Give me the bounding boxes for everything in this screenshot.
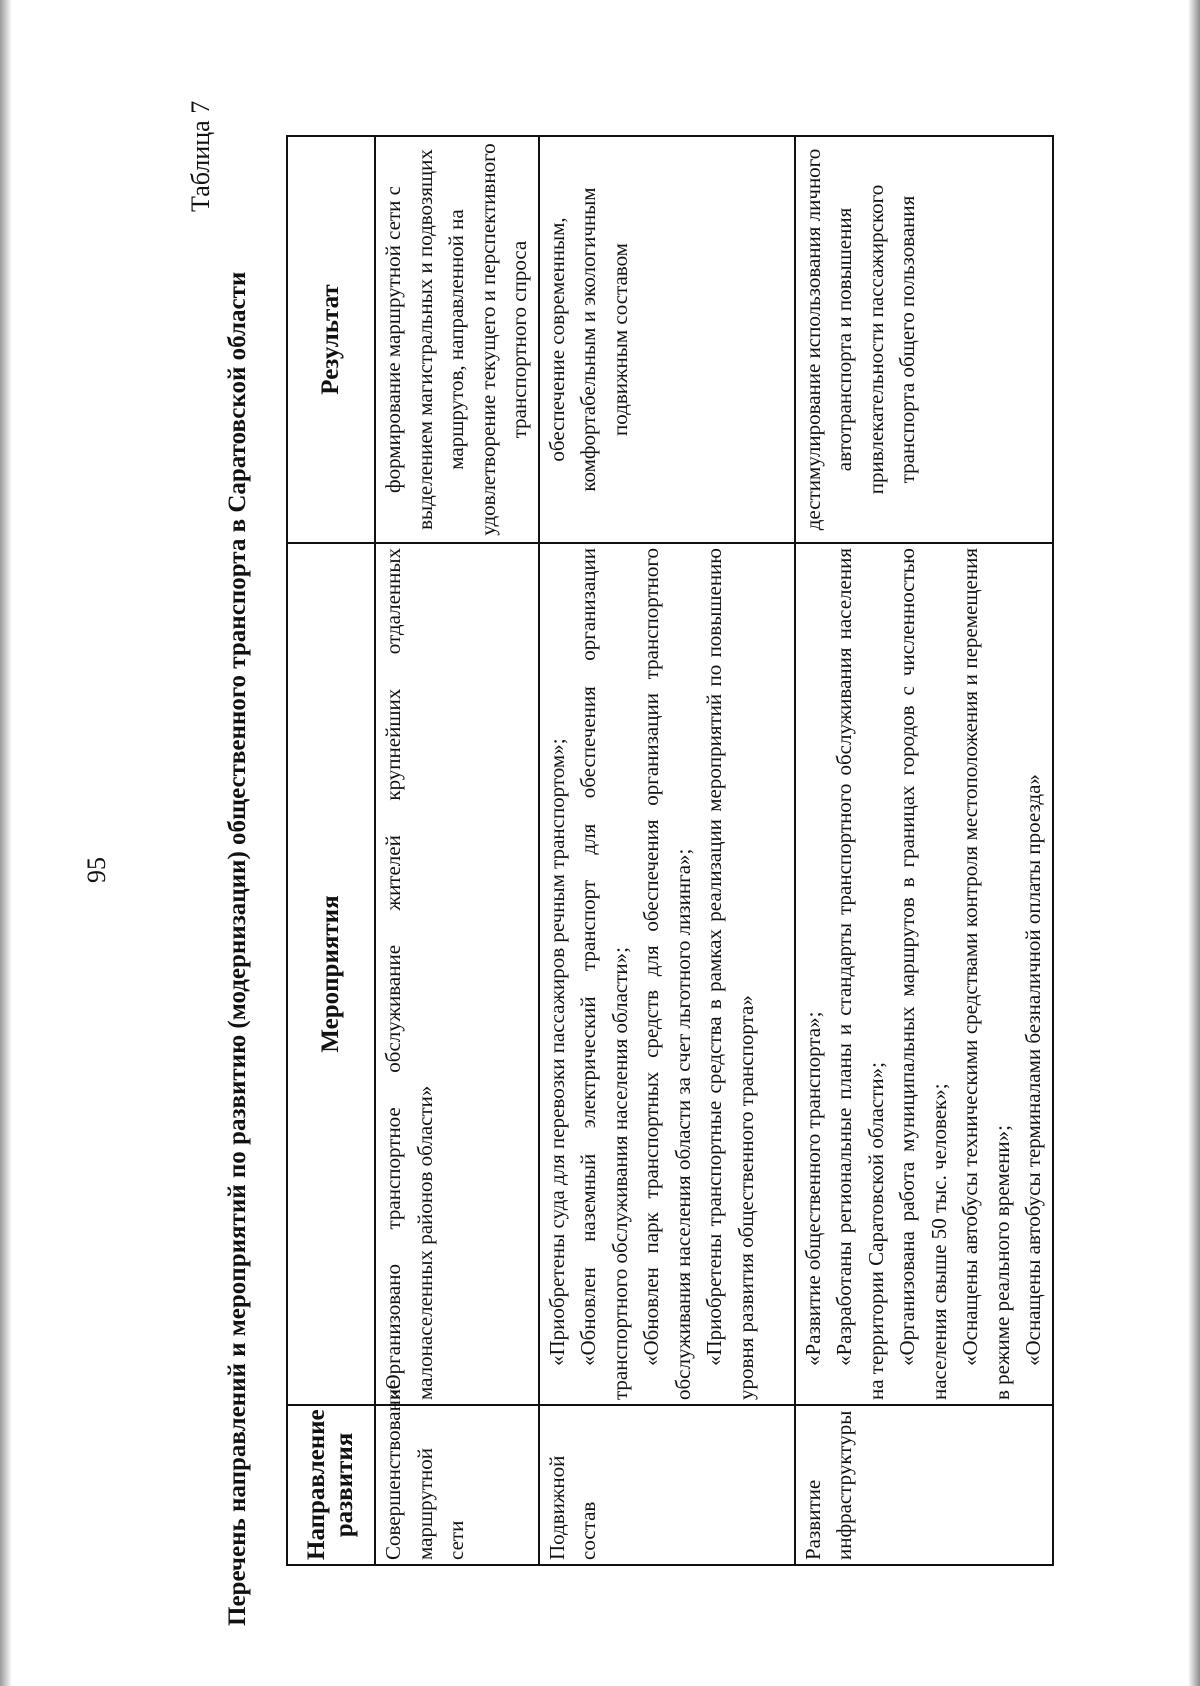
- measures-cell: [539, 543, 795, 1405]
- table-title: Перечень направлений и мероприятий по развитию (модернизации) общественного транспорта в Саратовской области: [224, 271, 251, 1626]
- measure-item: «Организовано транспортное обслуживание жителей крупнейших отдаленных малонаселенных районов области»: [381, 548, 437, 1400]
- table-label: Таблица 7: [186, 100, 215, 212]
- table-row: [375, 136, 539, 1565]
- result-cell: обеспечение современным, комфортабельным и экологичным подвижным составом: [539, 136, 795, 543]
- measure-item: «Обновлен наземный электрический транспорт для обеспечения организации транспортного обслуживания населения области»;: [576, 548, 632, 1400]
- measure-item: «Разработаны региональные планы и стандарты транспортного обслуживания населения на территории Саратовской области»;: [832, 548, 888, 1400]
- header-direction: Направление развития: [287, 1405, 375, 1565]
- measures-table: [286, 135, 1054, 1566]
- direction-cell: Подвижной состав: [539, 1405, 795, 1565]
- table-row: [795, 136, 1053, 1565]
- direction-cell: Развитие инфраструктуры: [795, 1405, 1053, 1565]
- header-measures: Мероприятия: [287, 543, 375, 1405]
- measure-item: «Оснащены автобусы техническими средствами контроля местоположения и перемещения в режиме реального времени»;: [958, 548, 1014, 1400]
- measure-item: «Приобретены суда для перевозки пассажиров речным транспортом»;: [544, 738, 569, 1366]
- measures-cell: [795, 543, 1053, 1405]
- direction-cell: Совершенствование маршрутной сети: [375, 1405, 539, 1565]
- measure-item: «Обновлен парк транспортных средств для обеспечения организации транспортного обслуживания населения области за счет льготного лизинга»;: [639, 548, 695, 1400]
- result-cell: формирование маршрутной сети с выделением магистральных и подвозящих маршрутов, направленной на удовлетворение текущего и перспективного транспортного спроса: [375, 136, 539, 543]
- measure-item: «Оснащены автобусы терминалами безналичной оплаты проезда»: [1021, 774, 1045, 1366]
- result-cell: дестимулирование использования личного автотранспорта и повышения привлекательности пассажирского транспорта общего пользования: [795, 136, 1053, 543]
- header-result: Результат: [287, 136, 375, 543]
- measures-cell: [375, 543, 539, 1405]
- measure-item: «Развитие общественного транспорта»;: [800, 1011, 825, 1366]
- measure-item: «Приобретены транспортные средства в рамках реализации мероприятий по повышению уровня развития общественного транспорта»: [702, 548, 758, 1400]
- table-row: [539, 136, 795, 1565]
- table-header-row: [287, 136, 375, 1565]
- page-number: 95: [82, 857, 111, 883]
- measure-item: «Организована работа муниципальных маршрутов в границах городов с численностью населения свыше 50 тыс. человек»;: [895, 548, 951, 1400]
